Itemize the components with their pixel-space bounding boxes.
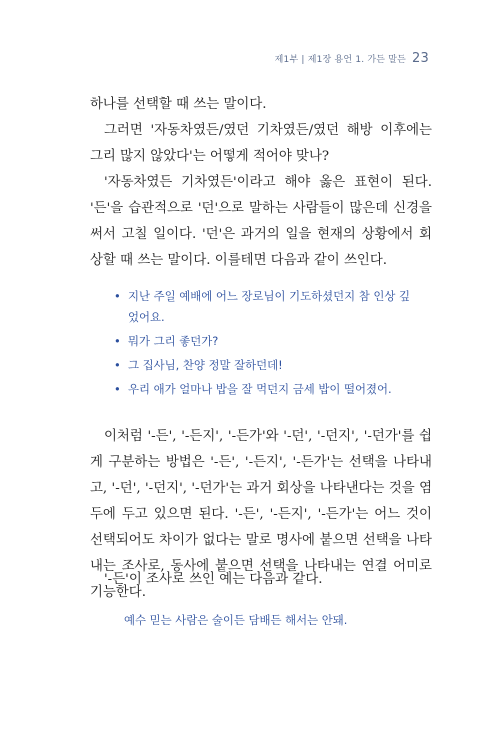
- example-item: [112, 379, 412, 400]
- example-text: 그 집사님, 찬양 정말 잘하던데!: [128, 358, 283, 372]
- running-header: [275, 51, 429, 66]
- page-number: 23: [412, 51, 429, 66]
- bullet-icon: •: [114, 382, 121, 396]
- example-text: 우리 애가 얼마나 밥을 잘 먹던지 금세 밥이 떨어졌어.: [128, 382, 392, 396]
- example-text: 지난 주일 예배에 어느 장로님이 기도하셨던지 참 인상 깊었어요.: [128, 289, 411, 324]
- example-sentence: 예수 믿는 사람은 술이든 담배든 해서는 안돼.: [124, 613, 348, 627]
- bullet-icon: •: [114, 358, 121, 372]
- example-list: [112, 286, 412, 403]
- running-title: 제1부 | 제1장 용언 1. 가든 말든: [274, 55, 407, 65]
- paragraph-3: '자동차였든 기차였든'이라고 해야 옳은 표현이 된다. '든'을 습관적으로 '던'으로 말하는 사람들이 많은데 신경을 써서 고칠 일이다. '던'은 과거의 일을 현재의 상황에서 회상할 때 쓰는 말이다. 이를테면 다음과 같이 쓰인다.: [90, 175, 432, 268]
- example-item: [112, 331, 412, 352]
- paragraph-1: 하나를 선택할 때 쓰는 말이다.: [90, 97, 267, 112]
- example-text: 뭐가 그리 좋던가?: [128, 334, 219, 348]
- example-item: [112, 286, 412, 328]
- bullet-icon: •: [114, 334, 121, 348]
- paragraph-5: '-든'이 조사로 쓰인 예는 다음과 같다.: [104, 572, 323, 587]
- bullet-icon: •: [114, 289, 121, 303]
- paragraph-4: 이처럼 '-든', '-든지', '-든가'와 '-던', '-던지', '-던가'를 쉽게 구분하는 방법은 '-든', '-든지', '-든가'는 선택을 나타내고, '-던', '-던지', '-던가'는 과거 회상을 나타낸다는 것을 염두에 두고 있으면 된다. '-든', '-든지', '-든가'는 어느 것이 선택되어도 차이가 없다는 말로 명사에 붙으면 선택을 나타내는 조사로, 동사에 붙으면 선택을 나타내는 연결 어미로 기능한다.: [90, 429, 432, 600]
- paragraph-2: 그러면 '자동차였든/였던 기차였든/였던 해방 이후에는 그리 많지 않았다'는 어떻게 적어야 맞나?: [90, 123, 432, 164]
- example-item: [112, 355, 412, 376]
